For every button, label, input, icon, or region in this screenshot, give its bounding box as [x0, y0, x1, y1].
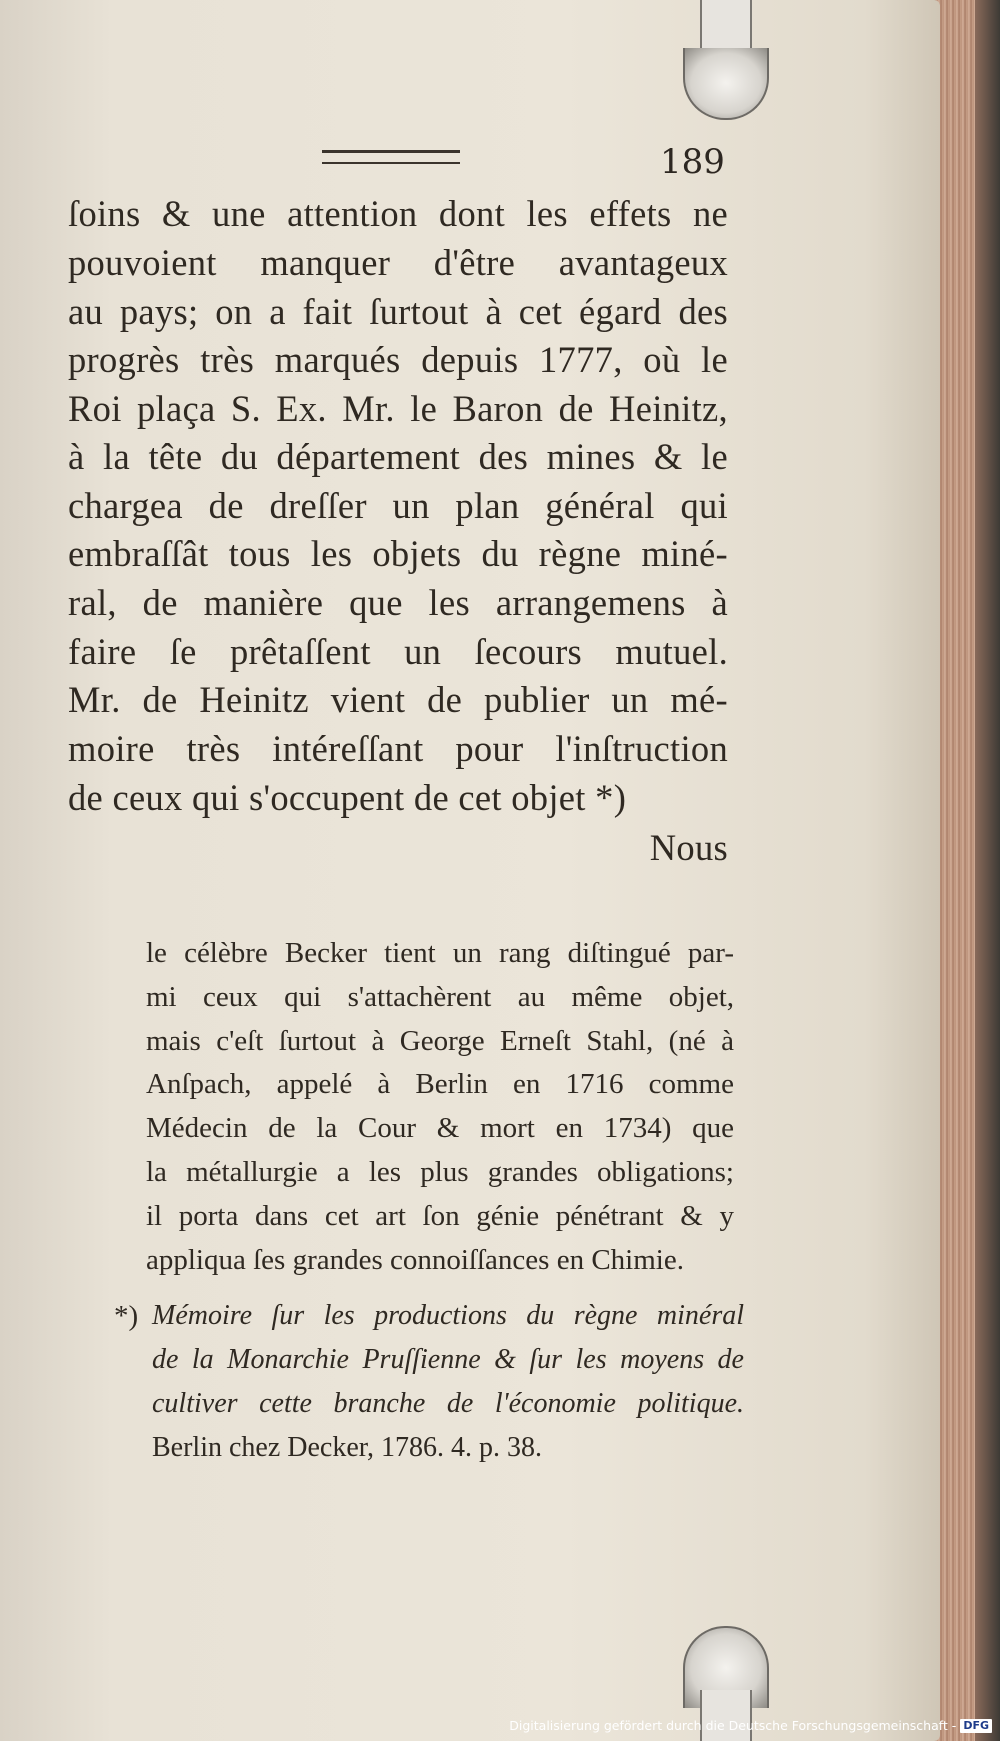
- note-text-line: appliqua ſes grandes connoiſſances en Chimie.: [146, 1244, 684, 1276]
- body-text-line: ral, de manière que les arrangemens à: [68, 582, 728, 623]
- footnote-marker: *): [114, 1300, 139, 1332]
- body-text-line: ſoins & une attention dont les effets ne: [68, 193, 728, 234]
- dfg-logo-icon: DFG: [960, 1719, 992, 1733]
- footnote-line: Berlin chez Decker, 1786. 4. p. 38.: [152, 1432, 542, 1463]
- catchword: Nous: [649, 827, 728, 868]
- note-text-line: la métallurgie a les plus grandes obligations;: [146, 1156, 734, 1188]
- body-text-line: moire très intéreſſant pour l'inſtruction: [68, 728, 728, 769]
- body-text-line: embraſſât tous les objets du règne miné-: [68, 533, 728, 574]
- page-number: 189: [660, 142, 725, 182]
- credit-text: Digitalisierung gefördert durch die Deutsche Forschungsgemeinschaft -: [509, 1718, 957, 1733]
- body-text-line: à la tête du département des mines & le: [68, 436, 728, 477]
- body-text-line: au pays; on a fait ſurtout à cet égard des: [68, 291, 728, 332]
- note-text-line: Anſpach, appelé à Berlin en 1716 comme: [146, 1068, 734, 1100]
- body-text-line: pouvoient manquer d'être avantageux: [68, 242, 728, 283]
- header-ornament-rule: [322, 150, 460, 164]
- note-text-line: mais c'eſt ſurtout à George Erneſt Stahl, (né à: [146, 1025, 734, 1057]
- footnote-line: Mémoire ſur les productions du règne minéral: [152, 1300, 744, 1331]
- footnote-line: de la Monarchie Pruſſienne & ſur les moyens de: [152, 1344, 744, 1375]
- body-text-line: de ceux qui s'occupent de cet objet *): [68, 777, 627, 818]
- body-text-line: faire ſe prêtaſſent un ſecours mutuel.: [68, 631, 728, 672]
- note-text-line: le célèbre Becker tient un rang diſtingué par-: [146, 937, 734, 969]
- note-text-line: il porta dans cet art ſon génie pénétrant & y: [146, 1200, 734, 1232]
- digitization-credit: [509, 1715, 992, 1737]
- body-text-line: Mr. de Heinitz vient de publier un mé-: [68, 679, 728, 720]
- body-text-line: chargea de dreſſer un plan général qui: [68, 485, 728, 526]
- note-text-line: Médecin de la Cour & mort en 1734) que: [146, 1112, 734, 1144]
- book-cover-edge: [975, 0, 1000, 1741]
- footnote-line: cultiver cette branche de l'économie politique.: [152, 1388, 744, 1419]
- body-text-line: progrès très marqués depuis 1777, où le: [68, 339, 728, 380]
- note-text-line: mi ceux qui s'attachèrent au même objet,: [146, 981, 734, 1013]
- body-text-line: Roi plaça S. Ex. Mr. le Baron de Heinitz,: [68, 388, 728, 429]
